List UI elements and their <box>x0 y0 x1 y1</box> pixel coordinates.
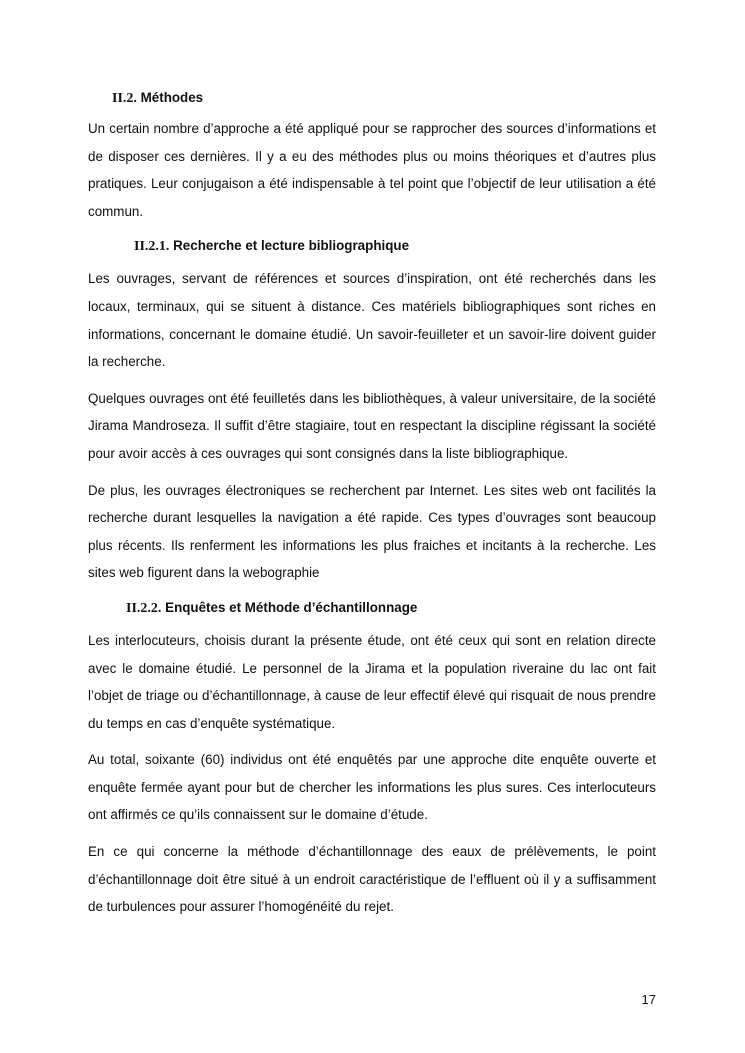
subsection-1-title: Recherche et lecture bibliographique <box>173 238 410 254</box>
page-number: 17 <box>641 992 656 1007</box>
subsection-2-paragraph-2: Au total, soixante (60) individus ont été enquêtés par une approche dite enquête ouverte et enquête fermée ayant pour but de chercher les informations les plus sures. Ces interlocuteurs ont affirmés ce qu’ils connaissent sur le domaine d’étude. <box>88 752 656 823</box>
section-number: II.2. <box>112 91 137 106</box>
subsection-1-heading <box>88 234 656 259</box>
section-intro-paragraph: Un certain nombre d’approche a été appliqué pour se rapprocher des sources d’informations et de disposer ces dernières. Il y a eu des méthodes plus ou moins théoriques et d’autres plus pratiques. Leur conjugaison a été indispensable à tel point que l’objectif de leur utilisation a été commun. <box>88 121 656 219</box>
subsection-2-paragraph-3: En ce qui concerne la méthode d’échantillonnage des eaux de prélèvements, le point d’échantillonnage doit être situé à un endroit caractéristique de l’effluent où il y a suffisamment de turbulences pour assurer l’homogénéité du rejet. <box>88 844 656 915</box>
subsection-1-paragraph-1: Les ouvrages, servant de références et sources d’inspiration, ont été recherchés dans les locaux, terminaux, qui se situent à distance. Ces matériels bibliographiques sont riches en informations, concernant le domaine étudié. Un savoir-feuilleter et un savoir-lire doivent guider la recherche. <box>88 271 656 370</box>
subsection-1-paragraph-3: De plus, les ouvrages électroniques se recherchent par Internet. Les sites web ont facilités la recherche durant lesquelles la navigation a été rapide. Ces types d’ouvrages sont beaucoup plus récents. Ils renferment les informations les plus fraiches et incitants à la recherche. Les sites web figurent dans la webographie <box>88 482 656 581</box>
section-title: Méthodes <box>140 90 204 105</box>
subsection-2-number: II.2.2. <box>126 600 162 616</box>
subsection-1-paragraph-2: Quelques ouvrages ont été feuilletés dans les bibliothèques, à valeur universitaire, de la société Jirama Mandroseza. Il suffit d’être stagiaire, tout en respectant la discipline régissant la société pour avoir accès à ces ouvrages qui sont consignés dans la liste bibliographique. <box>88 390 656 461</box>
subsection-1-number: II.2.1. <box>134 239 170 255</box>
subsection-2-heading <box>88 596 656 621</box>
section-heading <box>88 86 656 111</box>
subsection-2-paragraph-1: Les interlocuteurs, choisis durant la présente étude, ont été ceux qui sont en relation directe avec le domaine étudié. Le personnel de la Jirama et la population riveraine du lac ont fait l’objet de triage ou d’échantillonnage, à cause de leur effectif élevé qui risquait de nous prendre du temps en cas d’enquête systématique. <box>88 632 656 731</box>
page-content <box>88 86 656 930</box>
subsection-2-title: Enquêtes et Méthode d’échantillonnage <box>165 599 418 615</box>
